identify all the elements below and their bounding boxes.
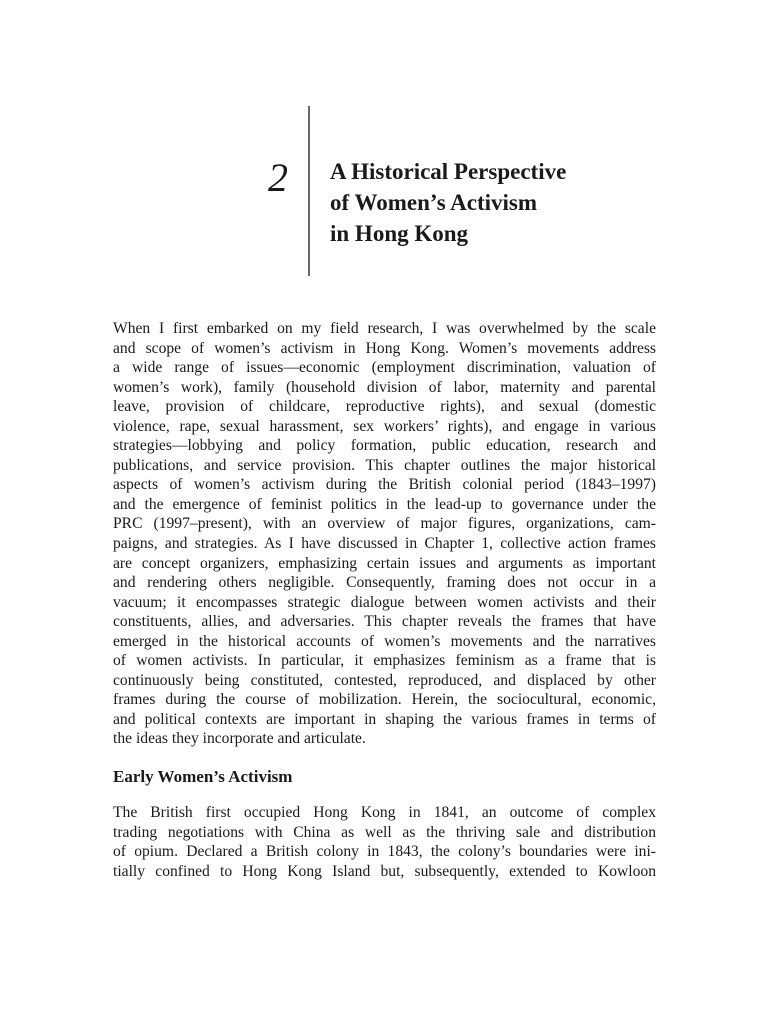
text-line: and scope of women’s activism in Hong Kong. Women’s movements address: [113, 339, 656, 357]
text-line: a wide range of issues—economic (employment discrimination, valuation of: [113, 359, 656, 377]
text-line: are concept organizers, emphasizing certain issues and arguments as important: [113, 554, 656, 572]
chapter-title: [330, 156, 670, 249]
chapter-number: 2: [268, 155, 288, 200]
chapter-title-line: of Women’s Activism: [330, 190, 537, 215]
text-line: leave, provision of childcare, reproductive rights), and sexual (domestic: [113, 398, 656, 416]
chapter-title-line: in Hong Kong: [330, 221, 469, 246]
text-line: violence, rape, sexual harassment, sex workers’ rights), and engage in various: [113, 417, 656, 435]
intro-paragraph: [113, 319, 656, 749]
text-line: women’s work), family (household division of labor, maternity and parental: [113, 378, 656, 396]
text-line: constituents, allies, and adversaries. This chapter reveals the frames that have: [113, 613, 656, 631]
intro-paragraph-block: [113, 319, 656, 749]
text-line: vacuum; it encompasses strategic dialogue between women activists and their: [113, 593, 656, 611]
text-line: and political contexts are important in shaping the various frames in terms of: [113, 710, 656, 728]
text-line: trading negotiations with China as well as the thriving sale and distribution: [113, 823, 656, 841]
chapter-header: [0, 106, 768, 276]
text-line: tially confined to Hong Kong Island but, subsequently, extended to Kowloon: [113, 862, 656, 880]
text-line: aspects of women’s activism during the British colonial period (1843–1997): [113, 476, 656, 494]
text-line: of opium. Declared a British colony in 1843, the colony’s boundaries were ini-: [113, 843, 656, 861]
text-line: PRC (1997–present), with an overview of major figures, organizations, cam-: [113, 515, 656, 533]
chapter-title-line: A Historical Perspective: [330, 159, 567, 184]
text-line: paigns, and strategies. As I have discussed in Chapter 1, collective action frames: [113, 535, 656, 553]
text-line: frames during the course of mobilization. Herein, the sociocultural, economic,: [113, 691, 656, 709]
text-line: and rendering others negligible. Consequently, framing does not occur in a: [113, 574, 656, 592]
text-line: continuously being constituted, contested, reproduced, and displaced by other: [113, 671, 656, 689]
text-line: and the emergence of feminist politics in the lead-up to governance under the: [113, 495, 656, 513]
section-heading: Early Women’s Activism: [113, 767, 293, 786]
text-line: the ideas they incorporate and articulate.: [113, 730, 366, 748]
text-line: When I first embarked on my field research, I was overwhelmed by the scale: [113, 320, 656, 337]
chapter-divider-rule: [308, 106, 310, 276]
text-line: publications, and service provision. This chapter outlines the major historical: [113, 456, 656, 474]
text-line: of women activists. In particular, it emphasizes feminism as a frame that is: [113, 652, 656, 670]
text-line: The British first occupied Hong Kong in 1841, an outcome of complex: [113, 804, 656, 821]
section-paragraph-block: [113, 803, 656, 881]
text-line: strategies—lobbying and policy formation, public education, research and: [113, 437, 656, 455]
section-paragraph: [113, 803, 656, 881]
text-line: emerged in the historical accounts of women’s movements and the narratives: [113, 632, 656, 650]
